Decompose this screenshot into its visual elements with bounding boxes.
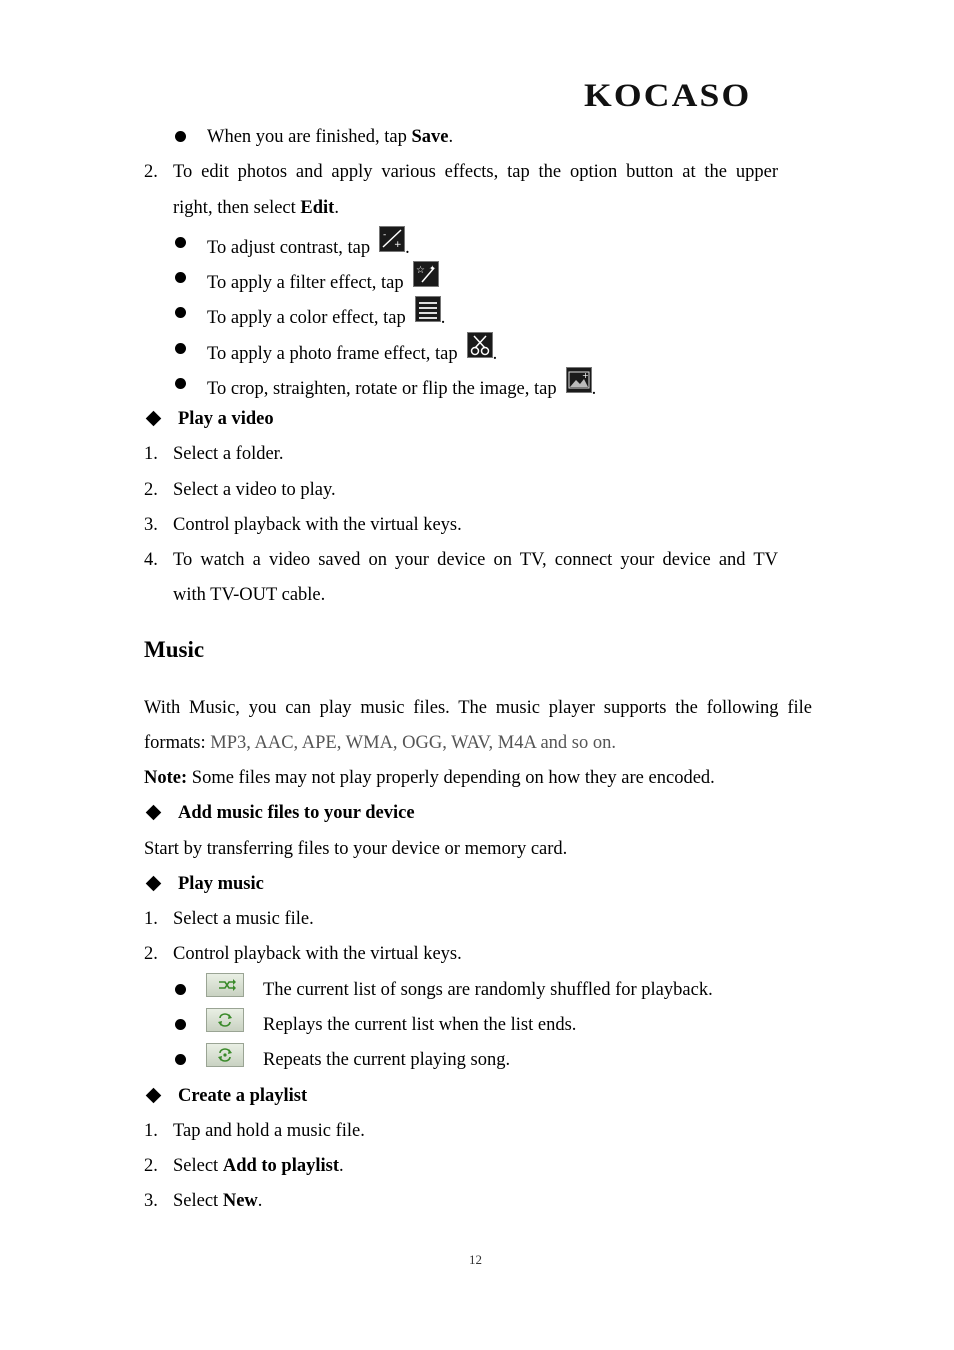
repeat-one-description: Repeats the current playing song. xyxy=(263,1050,511,1070)
video-step-continued: with TV-OUT cable. xyxy=(173,585,326,605)
svg-text:-: - xyxy=(383,230,387,240)
svg-text:+: + xyxy=(581,371,589,380)
bullet-dot xyxy=(175,378,186,389)
step-number: 2. xyxy=(144,944,158,964)
playlist-step: Select Add to playlist. xyxy=(173,1156,344,1176)
scissors-icon xyxy=(467,332,493,358)
bullet-dot xyxy=(175,131,186,142)
step-number: 1. xyxy=(144,444,158,464)
supported-formats: MP3, AAC, APE, WMA, OGG, WAV, M4A and so on. xyxy=(210,733,616,753)
effect-contrast: To adjust contrast, tap + - . xyxy=(207,232,410,259)
shuffle-icon xyxy=(206,973,244,997)
effect-frame: To apply a photo frame effect, tap . xyxy=(207,338,497,365)
step-number: 3. xyxy=(144,515,158,535)
repeat-all-description: Replays the current list when the list ends. xyxy=(263,1015,577,1035)
effect-filter: To apply a filter effect, tap ☆ ✦ xyxy=(207,267,439,294)
section-diamond xyxy=(146,1088,162,1104)
edit-step-line2: right, then select Edit. xyxy=(173,198,339,218)
video-step: Control playback with the virtual keys. xyxy=(173,515,462,535)
music-intro-line2: formats: MP3, AAC, APE, WMA, OGG, WAV, M4A and so on. xyxy=(144,733,616,753)
step-number: 2. xyxy=(144,162,158,182)
section-diamond xyxy=(146,805,162,821)
bullet-dot xyxy=(175,307,186,318)
svg-text:☆: ☆ xyxy=(415,265,425,276)
play-music-title: Play music xyxy=(178,874,264,894)
bullet-dot xyxy=(175,984,186,995)
step-number: 3. xyxy=(144,1191,158,1211)
svg-text:✦: ✦ xyxy=(428,264,436,273)
bullet-dot xyxy=(175,237,186,248)
bullet-dot xyxy=(175,343,186,354)
step-number: 1. xyxy=(144,909,158,929)
effect-color: To apply a color effect, tap . xyxy=(207,302,445,329)
video-step: To watch a video saved on your device on TV, connect your device and TV xyxy=(173,550,778,570)
magic-wand-icon xyxy=(413,261,439,287)
bullet-dot xyxy=(175,1019,186,1030)
page-number: 12 xyxy=(469,1252,482,1267)
play-music-step: Select a music file. xyxy=(173,909,314,929)
contrast-icon xyxy=(379,226,405,252)
effect-crop: To crop, straighten, rotate or flip the image, tap + . xyxy=(207,373,596,400)
playlist-step: Tap and hold a music file. xyxy=(173,1121,365,1141)
kocaso-logo: KOCASO xyxy=(584,78,752,114)
playlist-title: Create a playlist xyxy=(178,1086,308,1106)
section-diamond xyxy=(146,876,162,892)
music-heading: Music xyxy=(144,637,205,662)
section-diamond xyxy=(146,411,162,427)
svg-text:+: + xyxy=(394,240,402,250)
crop-image-icon xyxy=(566,367,592,393)
step-number: 4. xyxy=(144,550,158,570)
step-number: 1. xyxy=(144,1121,158,1141)
shuffle-description: The current list of songs are randomly shuffled for playback. xyxy=(263,980,713,1000)
repeat-one-icon xyxy=(206,1043,244,1067)
video-step: Select a video to play. xyxy=(173,480,336,500)
play-music-step: Control playback with the virtual keys. xyxy=(173,944,462,964)
add-music-title: Add music files to your device xyxy=(178,803,415,823)
color-bars-icon xyxy=(415,296,441,322)
repeat-all-icon xyxy=(206,1008,244,1032)
bullet-dot xyxy=(175,1054,186,1065)
step-number: 2. xyxy=(144,480,158,500)
video-section-title: Play a video xyxy=(178,409,274,429)
playlist-step: Select New. xyxy=(173,1191,263,1211)
step-number: 2. xyxy=(144,1156,158,1176)
bullet-dot xyxy=(175,272,186,283)
music-note: Note: Some files may not play properly depending on how they are encoded. xyxy=(144,768,715,788)
music-intro-line1: With Music, you can play music files. The music player supports the following file xyxy=(144,698,812,718)
finish-instruction: When you are finished, tap Save. xyxy=(207,127,454,147)
edit-step-line1: To edit photos and apply various effects, tap the option button at the upper xyxy=(173,162,778,182)
video-step: Select a folder. xyxy=(173,444,284,464)
add-music-text: Start by transferring files to your device or memory card. xyxy=(144,839,568,859)
